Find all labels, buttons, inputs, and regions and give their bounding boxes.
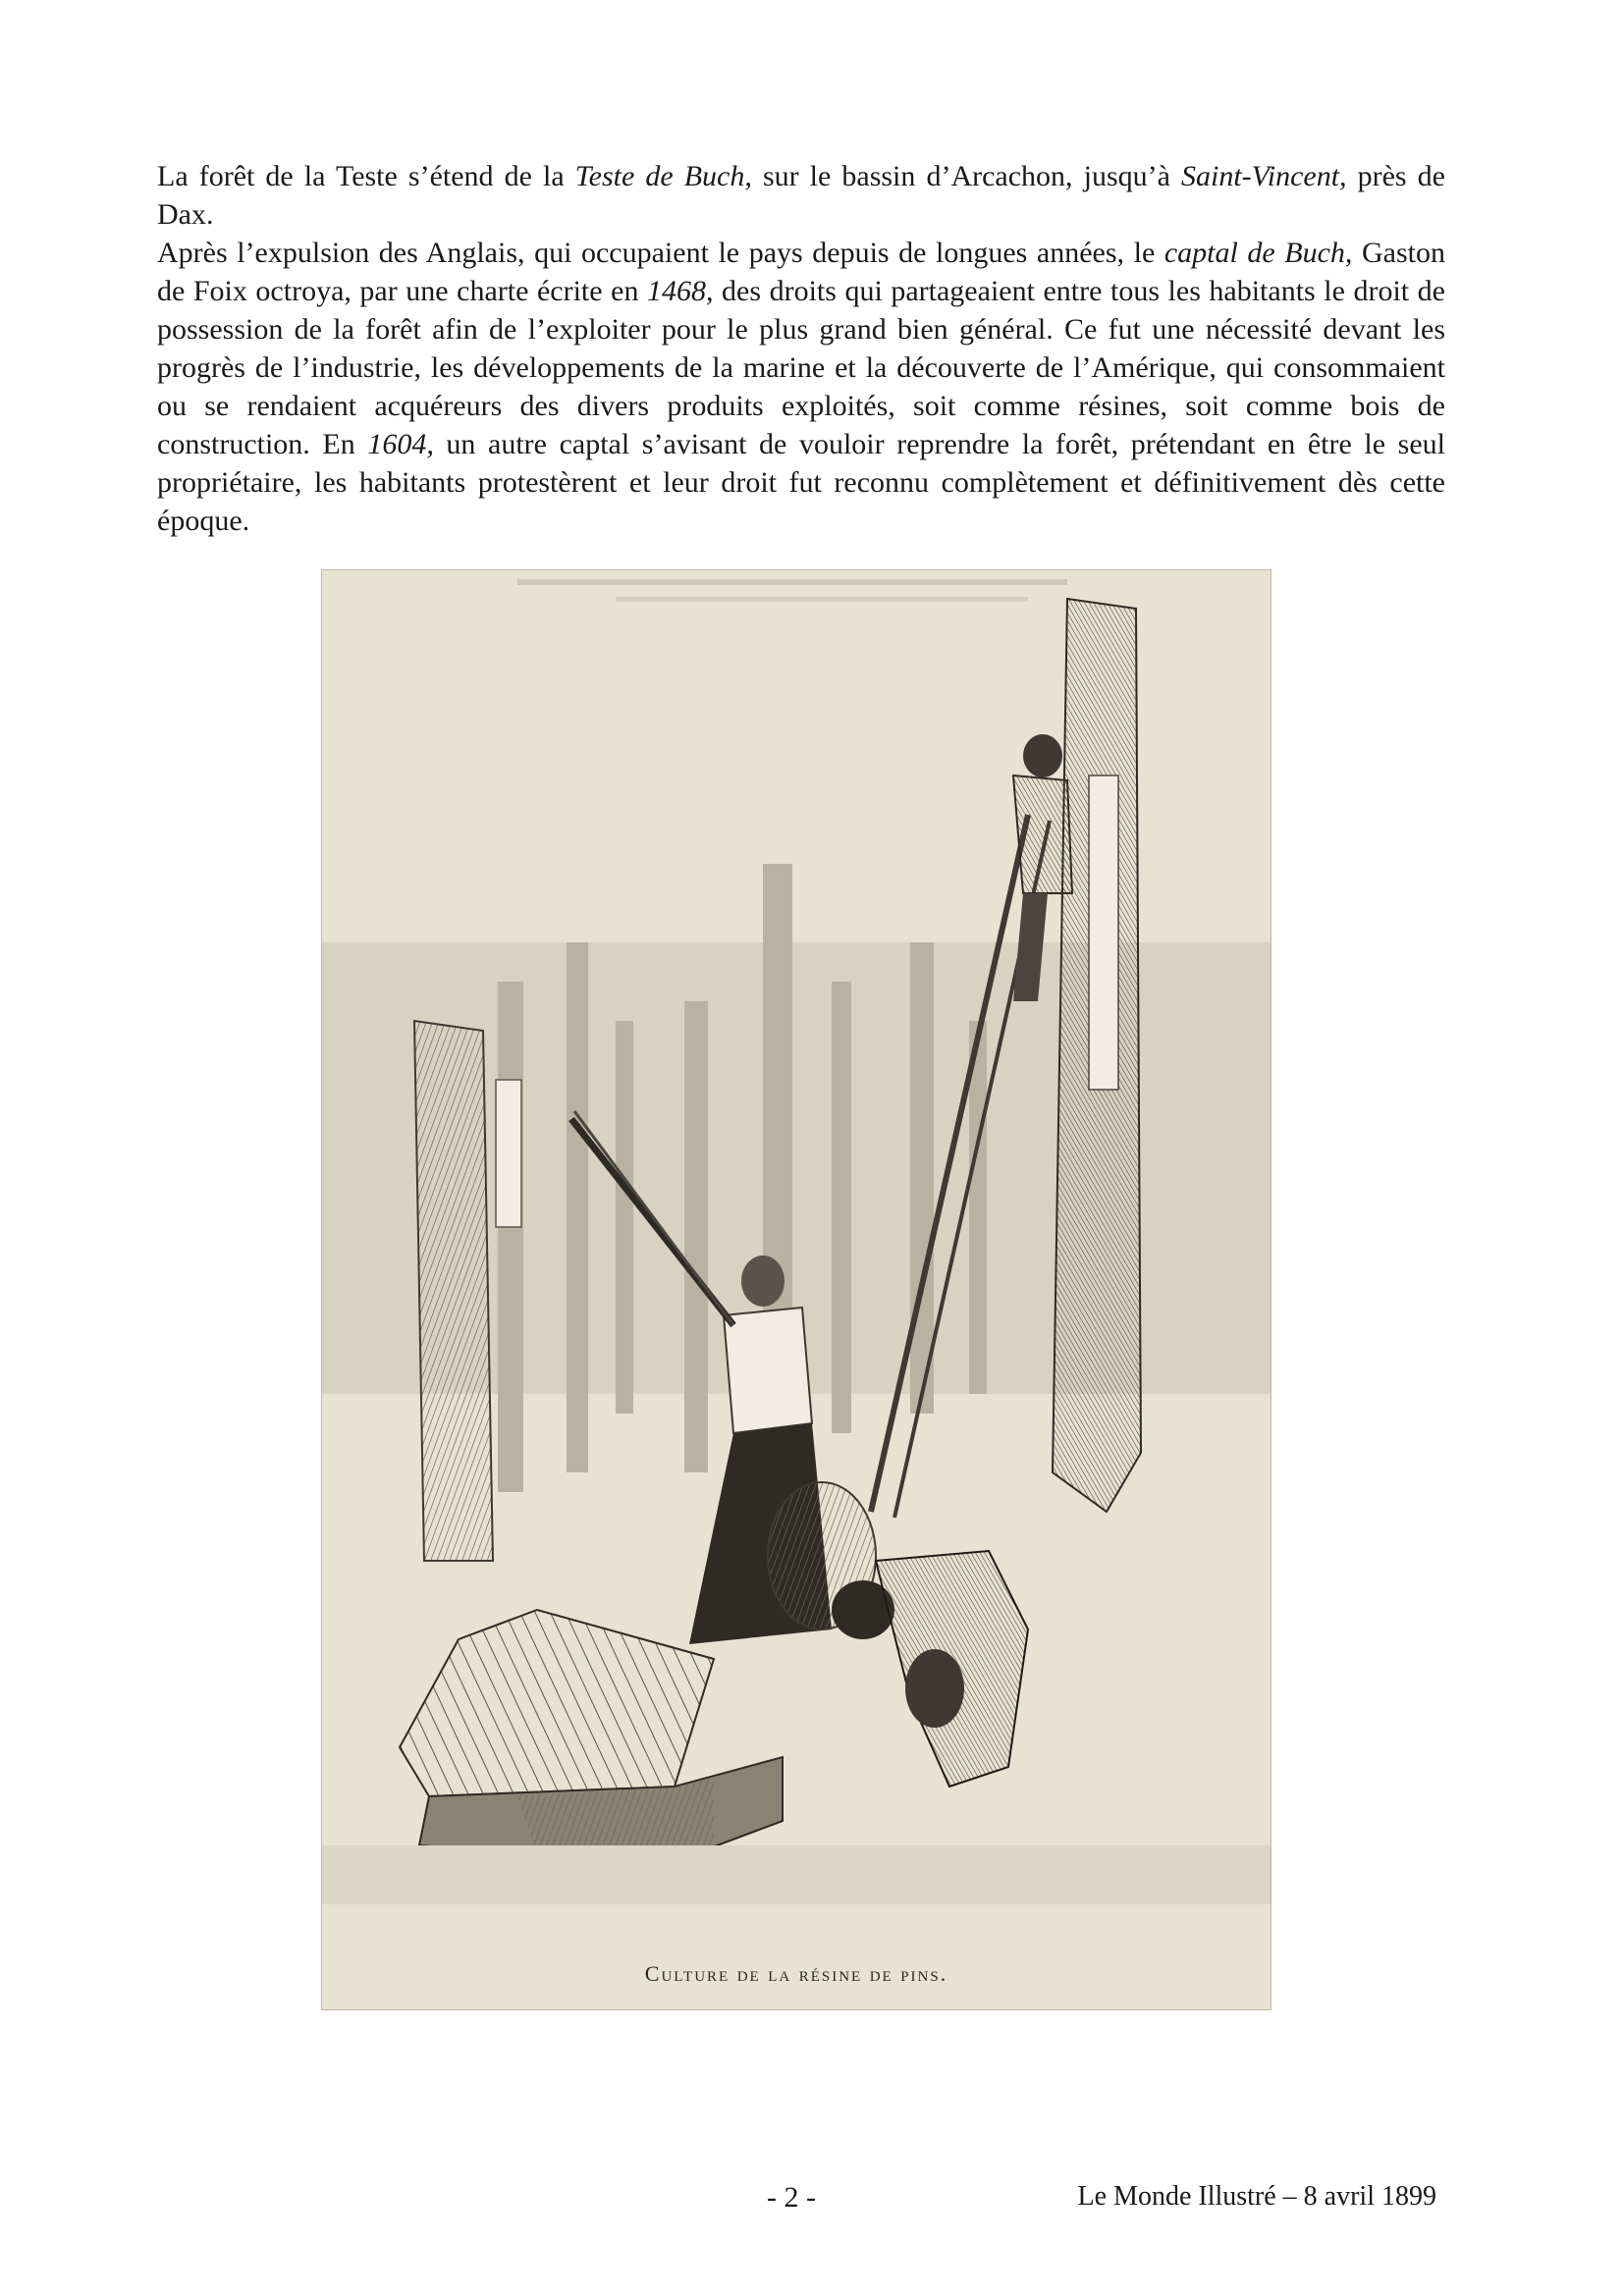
text-run: sur le bassin d’Arcachon, jusqu’à <box>751 160 1181 192</box>
place-name: Saint-Vincent, <box>1181 160 1347 192</box>
year: 1468, <box>647 275 714 307</box>
text-run: un autre captal s’avisant de vouloir reprendre la forêt, prétendant en être le seul propriétaire, les habitants protestèrent et leur droit fut reconnu complètement et définitivement dès cette époque. <box>157 428 1445 537</box>
figure-caption: Culture de la résine de pins. <box>644 1961 948 1986</box>
title-name: captal de Buch, <box>1163 237 1353 269</box>
publication-source: Le Monde Illustré – 8 avril 1899 <box>1077 2181 1436 2212</box>
engraving-drawing <box>321 569 1271 2010</box>
page-number: - 2 - <box>767 2181 816 2214</box>
paragraph-2 <box>157 234 1445 540</box>
text-run: Gaston de Foix octroya, par une charte écrite en <box>157 237 1445 307</box>
engraving-illustration <box>321 569 1271 2010</box>
place-name: Teste de Buch, <box>574 160 752 192</box>
text-run: Après l’expulsion des Anglais, qui occupaient le pays depuis de longues années, le <box>157 237 1164 269</box>
text-run: des droits qui partageaient entre tous les habitants le droit de possession de la forêt afin de l’exploiter pour le plus grand bien général. Ce fut une nécessité devant les progrès de l’industrie, les développements de la marine et la découverte de l’Amérique, qui consommaient ou se rendaient acquéreurs des divers produits exploités, soit comme résines, soit comme bois de construction. En <box>157 275 1445 460</box>
text-run: La forêt de la Teste s’étend de la <box>157 160 575 192</box>
text-run: près de Dax. <box>157 160 1445 231</box>
paragraph-1 <box>157 157 1445 234</box>
year: 1604, <box>367 428 434 460</box>
article-text <box>157 157 1445 540</box>
